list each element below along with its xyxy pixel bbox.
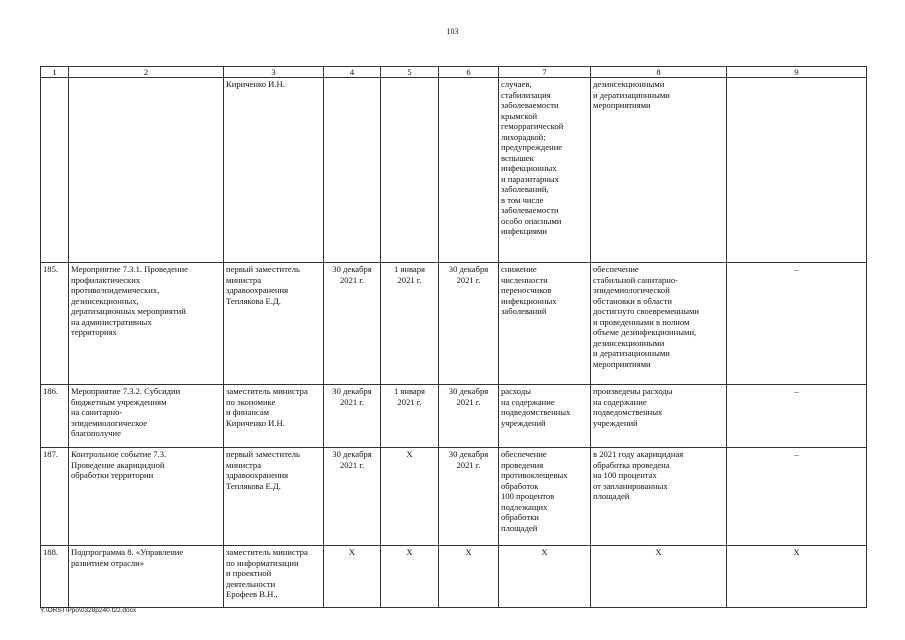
col-header-2: 2 — [69, 67, 224, 78]
responsible: заместитель министра по экономике и финансам Кириченко И.Н. — [224, 385, 324, 448]
row-number — [41, 78, 69, 263]
end-date: 30 декабря 2021 г. — [439, 448, 499, 546]
table-row — [41, 263, 867, 385]
expected-result: случаев, стабилизация заболеваемости крымской геморрагической лихорадкой; предупреждение вспышек инфекционных и паразитарных заболеваний, в том числе заболеваемости особо опасными инфекциями — [499, 78, 591, 263]
col-header-5: 5 — [381, 67, 439, 78]
begin-date — [381, 78, 439, 263]
expected-result: Х — [499, 546, 591, 608]
note: – — [727, 263, 867, 385]
row-number: 187. — [41, 448, 69, 546]
indicator: в 2021 году акарицидная обработка проведена на 100 процентах от запланированных площадей — [591, 448, 727, 546]
col-header-4: 4 — [324, 67, 381, 78]
start-date: Х — [324, 546, 381, 608]
start-date: 30 декабря 2021 г. — [324, 263, 381, 385]
table-row — [41, 448, 867, 546]
end-date — [439, 78, 499, 263]
col-header-1: 1 — [41, 67, 69, 78]
event-name: Подпрограмма 8. «Управление развитием отрасли» — [69, 546, 224, 608]
row-number: 188. — [41, 546, 69, 608]
table-row — [41, 546, 867, 608]
table-row — [41, 78, 867, 263]
col-header-9: 9 — [727, 67, 867, 78]
note: – — [727, 385, 867, 448]
start-date: 30 декабря 2021 г. — [324, 385, 381, 448]
responsible: Кириченко И.Н. — [224, 78, 324, 263]
start-date — [324, 78, 381, 263]
col-header-6: 6 — [439, 67, 499, 78]
row-number: 185. — [41, 263, 69, 385]
responsible: первый заместитель министра здравоохранения Теплякова Е.Д. — [224, 263, 324, 385]
indicator: Х — [591, 546, 727, 608]
note: – — [727, 448, 867, 546]
begin-date: Х — [381, 546, 439, 608]
plan-table — [40, 66, 867, 608]
table-row — [41, 385, 867, 448]
indicator: дезинсекционными и дератизационными мероприятиями — [591, 78, 727, 263]
col-header-8: 8 — [591, 67, 727, 78]
end-date: 30 декабря 2021 г. — [439, 263, 499, 385]
file-path-footer: Y:\ORST\Ppo\0328p240.f22.docx — [40, 607, 137, 614]
end-date: Х — [439, 546, 499, 608]
expected-result: обеспечение проведения противоклещевых обработок 100 процентов подлежащих обработки площадей — [499, 448, 591, 546]
page-number: 103 — [446, 27, 459, 36]
begin-date: 1 января 2021 г. — [381, 385, 439, 448]
indicator: обеспечение стабильной санитарно- эпидемиологической обстановки в области достигнуто своевременными и проведенными в полном объеме дезинфекционными, дезинсекционными и дератизационными мероприятиями — [591, 263, 727, 385]
event-name: Мероприятие 7.3.2. Субсидии бюджетным учреждениям на санитарно- эпидемиологическое благополучие — [69, 385, 224, 448]
note — [727, 78, 867, 263]
event-name: Мероприятие 7.3.1. Проведение профилактических противоэпидемических, дезинсекционных, дератизационных мероприятий на административных территориях — [69, 263, 224, 385]
expected-result: снижение численности переносчиков инфекционных заболеваний — [499, 263, 591, 385]
col-header-7: 7 — [499, 67, 591, 78]
start-date: 30 декабря 2021 г. — [324, 448, 381, 546]
responsible: заместитель министра по информатизации и проектной деятельности Ерофеев В.Н., — [224, 546, 324, 608]
responsible: первый заместитель министра здравоохранения Теплякова Е.Д. — [224, 448, 324, 546]
column-number-row — [41, 67, 867, 78]
event-name: Контрольное событие 7.3. Проведение акарицидной обработки территории — [69, 448, 224, 546]
col-header-3: 3 — [224, 67, 324, 78]
begin-date: 1 января 2021 г. — [381, 263, 439, 385]
begin-date: Х — [381, 448, 439, 546]
expected-result: расходы на содержание подведомственных учреждений — [499, 385, 591, 448]
event-name — [69, 78, 224, 263]
end-date: 30 декабря 2021 г. — [439, 385, 499, 448]
indicator: произведены расходы на содержание подведомственных учреждений — [591, 385, 727, 448]
row-number: 186. — [41, 385, 69, 448]
note: Х — [727, 546, 867, 608]
